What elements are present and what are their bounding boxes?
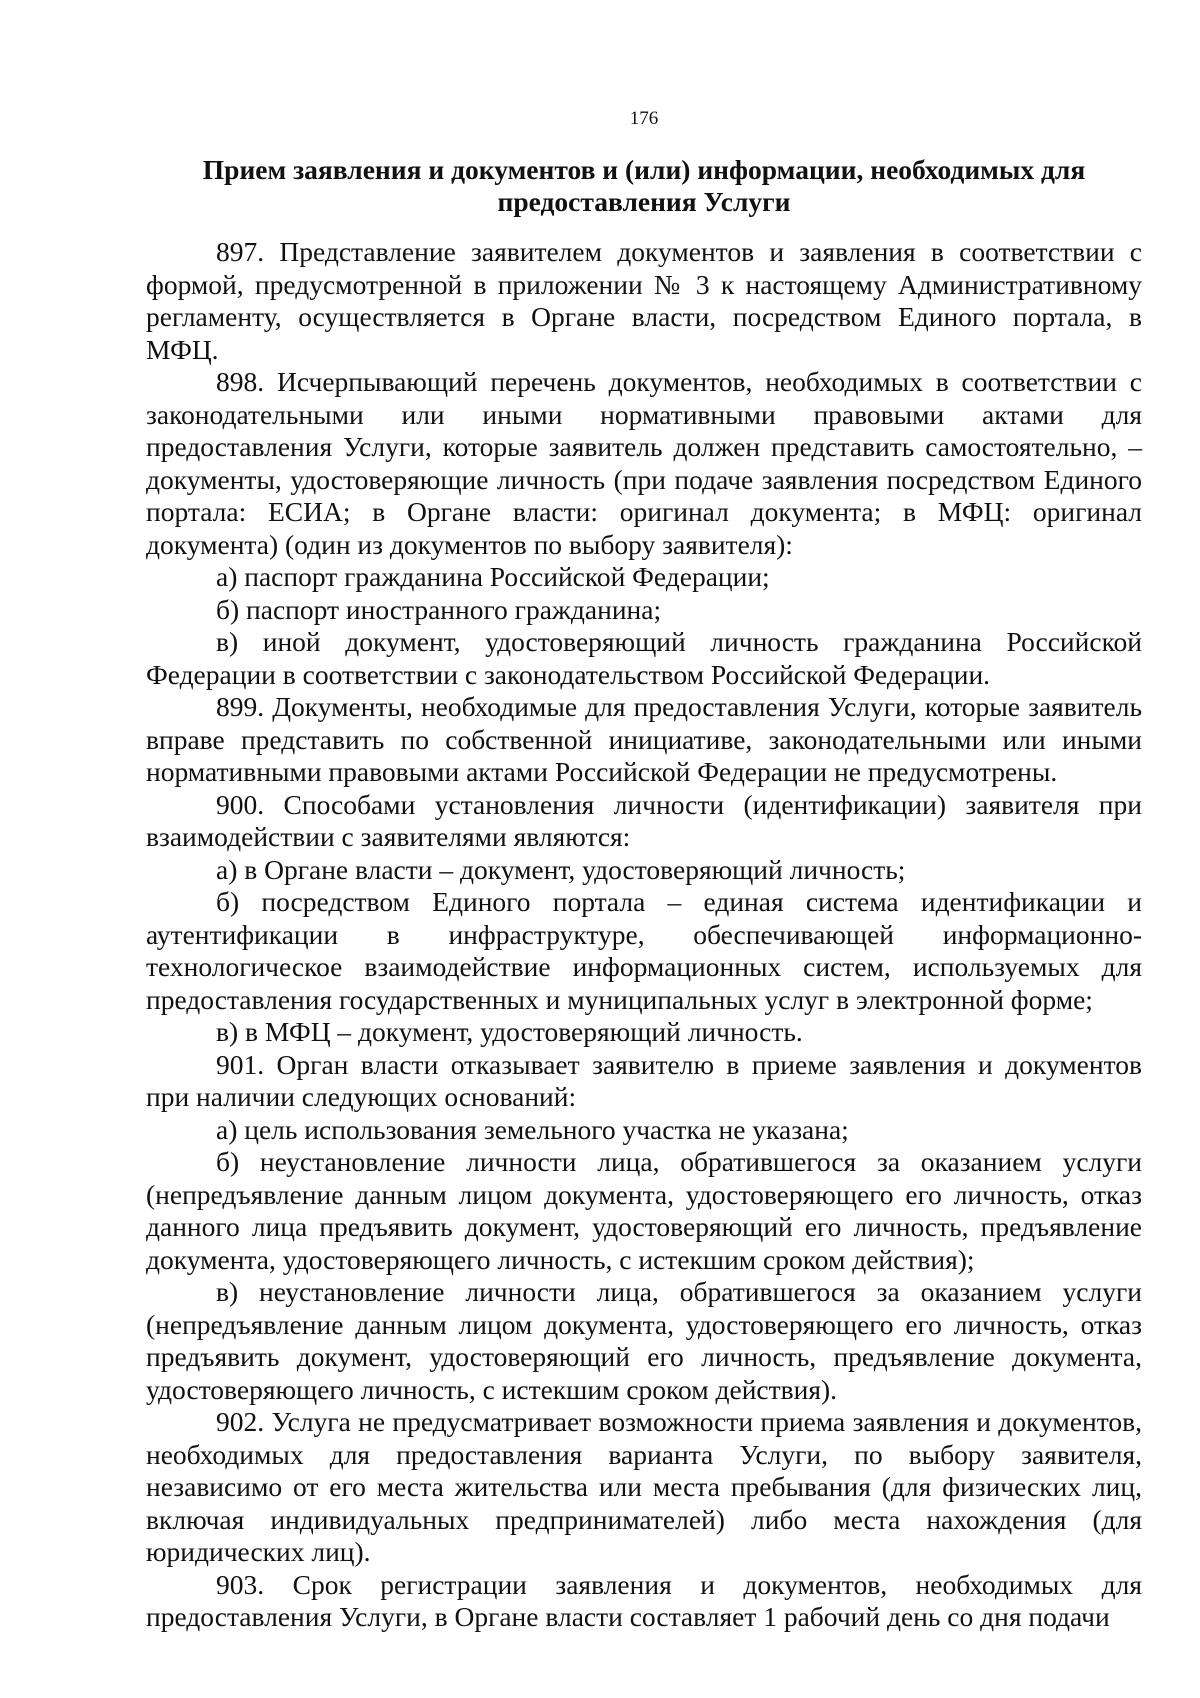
section-heading: Прием заявления и документов и (или) информации, необходимых для предоставления Услуги <box>202 154 1086 217</box>
list-item: а) паспорт гражданина Российской Федерации; <box>216 561 770 592</box>
page-number: 176 <box>629 108 659 129</box>
list-item: б) неустановление личности лица, обратившегося за оказанием услуги (непредъявление данным лицом документа, удостоверяющего его личность, отказ данного лица предъявить документ, удостоверяющий его личность, предъявление документа, удостоверяющего личность, с истекшим сроком действия); <box>146 1146 1142 1275</box>
paragraph-899: 899. Документы, необходимые для предоставления Услуги, которые заявитель вправе представить по собственной инициативе, законодательными или иными нормативными правовыми актами Российской Федерации не предусмотрены. <box>146 691 1142 787</box>
list-item: в) иной документ, удостоверяющий личность гражданина Российской Федерации в соответствии с законодательством Российской Федерации. <box>146 626 1142 690</box>
paragraph-901: 901. Орган власти отказывает заявителю в приеме заявления и документов при наличии следующих оснований: <box>146 1048 1142 1112</box>
paragraph-897: 897. Представление заявителем документов и заявления в соответствии с формой, предусмотренной в приложении № 3 к настоящему Административному регламенту, осуществляется в Органе власти, посредством Единого портала, в МФЦ. <box>146 236 1142 365</box>
list-item: б) паспорт иностранного гражданина; <box>216 593 662 625</box>
paragraph-902: 902. Услуга не предусматривает возможности приема заявления и документов, необходимых для предоставления варианта Услуги, по выбору заявителя, независимо от его места жительства или места пребывания (для физических лиц, включая индивидуальных предпринимателей) либо места нахождения (для юридических лиц). <box>146 1406 1142 1567</box>
paragraph-898: 898. Исчерпывающий перечень документов, необходимых в соответствии с законодательными или иными нормативными правовыми актами для предоставления Услуги, которые заявитель должен представить самостоятельно, – документы, удостоверяющие личность (при подаче заявления посредством Единого портала: ЕСИА; в Органе власти: оригинал документа; в МФЦ: оригинал документа) (один из документов по выбору заявителя): <box>146 366 1142 560</box>
list-item: а) цель использования земельного участка не указана; <box>216 1113 849 1145</box>
paragraph-903: 903. Срок регистрации заявления и документов, необходимых для предоставления Услуги, в Органе власти составляет 1 рабочий день со дня подачи <box>146 1568 1142 1632</box>
document-body <box>146 236 1142 1634</box>
list-item: а) в Органе власти – документ, удостоверяющий личность; <box>216 853 906 885</box>
list-item: б) посредством Единого портала – единая система идентификации и аутентификации в инфраструктуре, обеспечивающей информационно-технологическое взаимодействие информационных систем, используемых для предоставления государственных и муниципальных услуг в электронной форме; <box>146 886 1142 1015</box>
list-item: в) неустановление личности лица, обратившегося за оказанием услуги (непредъявление данным лицом документа, удостоверяющего его личность, отказ предъявить документ, удостоверяющий его личность, предъявление документа, удостоверяющего личность, с истекшим сроком действия). <box>146 1276 1142 1405</box>
paragraph-900: 900. Способами установления личности (идентификации) заявителя при взаимодействии с заявителями являются: <box>146 788 1142 852</box>
list-item: в) в МФЦ – документ, удостоверяющий личность. <box>216 1016 803 1047</box>
